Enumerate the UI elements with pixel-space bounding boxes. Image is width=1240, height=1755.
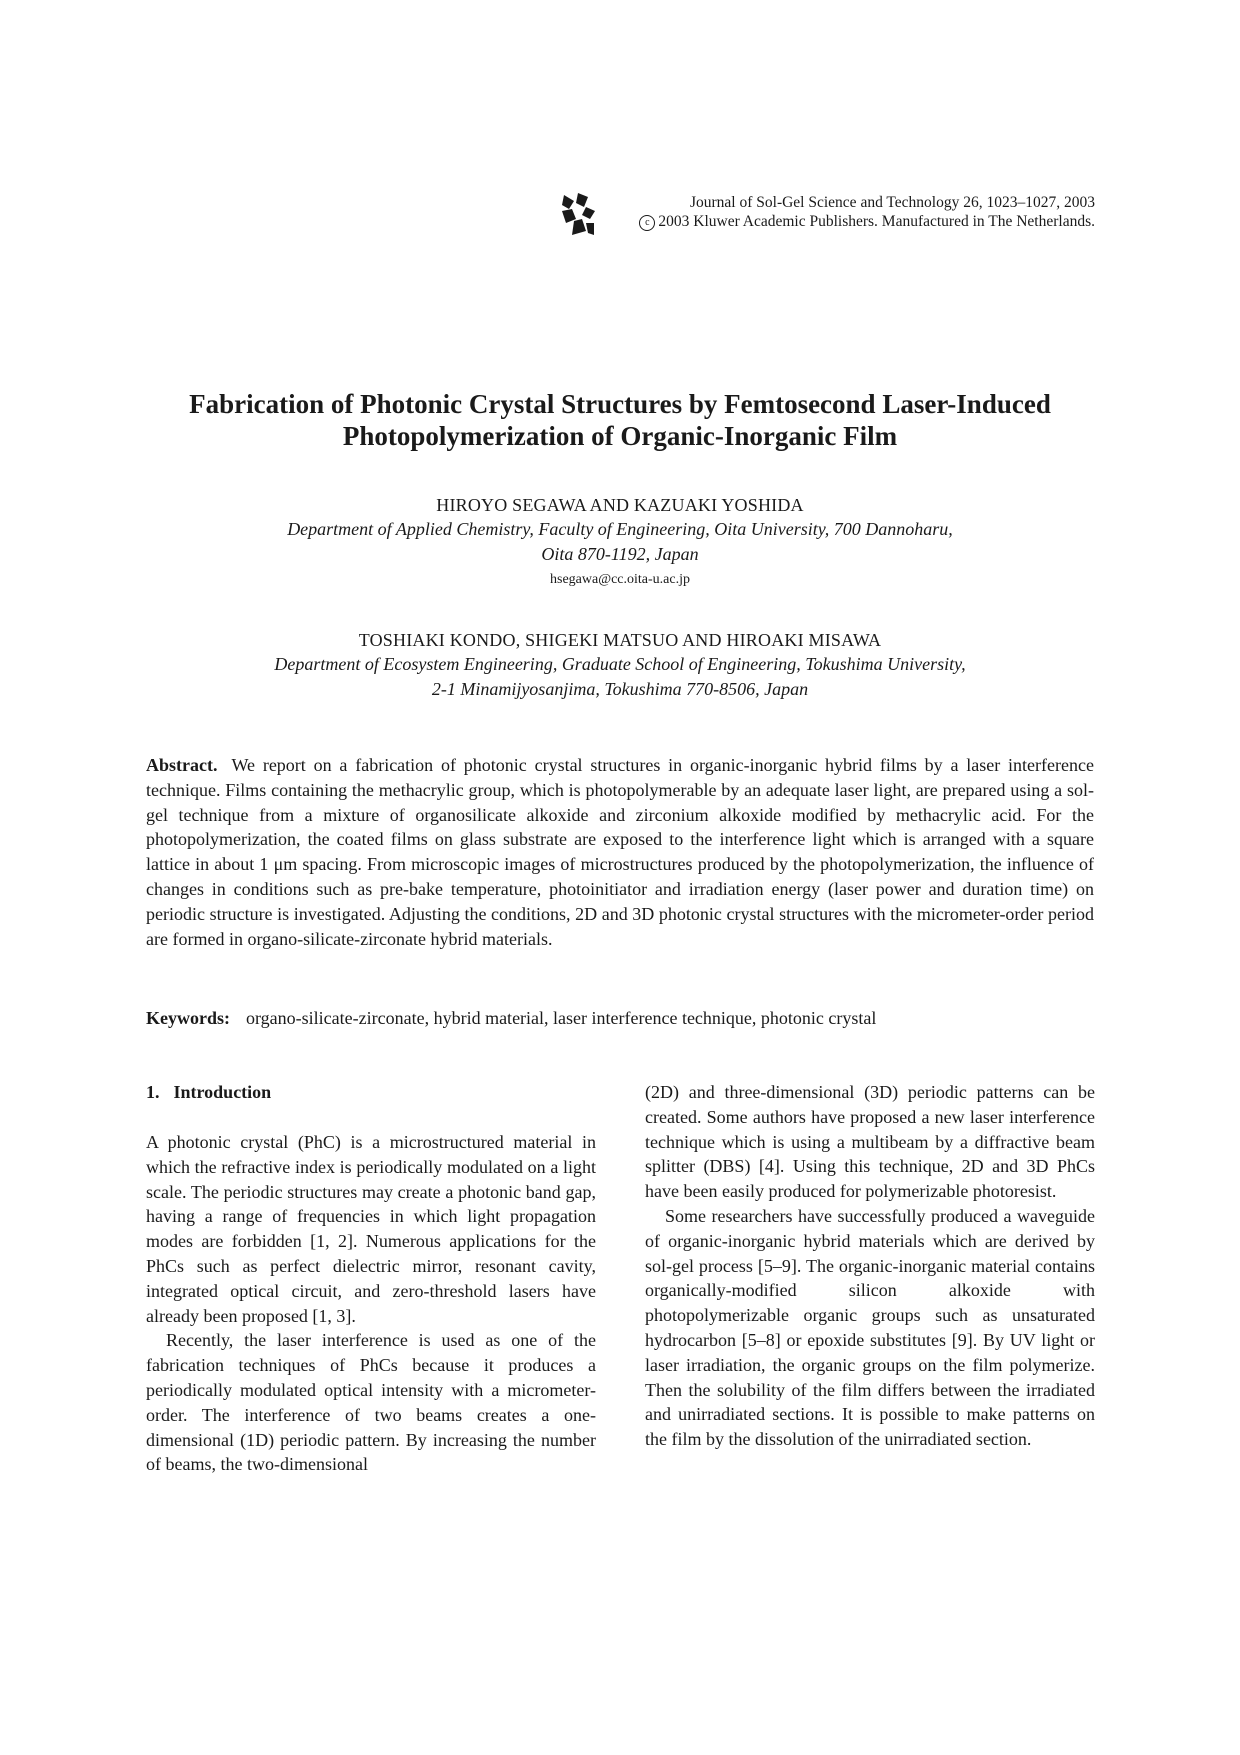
title-line-2: Photopolymerization of Organic-Inorganic Film [342,421,898,451]
kluwer-logo-icon [560,193,596,237]
keywords-text: organo-silicate-zirconate, hybrid material, laser interference technique, photonic crystal [246,1008,877,1028]
keywords-label: Keywords: [146,1008,230,1028]
journal-citation [639,193,1095,231]
author-group-2 [146,628,1094,702]
left-column [146,1080,596,1477]
copyright-icon: c [639,215,655,231]
copyright-line [639,212,1095,231]
author-email: hsegawa@cc.oita-u.ac.jp [550,572,690,587]
affiliation-2-line-2: 2-1 Minamijyosanjima, Tokushima 770-8506, Japan [431,679,809,699]
right-column [645,1080,1095,1452]
section-heading-introduction [146,1080,596,1104]
copyright-text: 2003 Kluwer Academic Publishers. Manufactured in The Netherlands. [658,213,1095,230]
intro-paragraph-3: (2D) and three-dimensional (3D) periodic patterns can be created. Some authors have proposed a new laser interference technique which is using a multibeam by a diffractive beam splitter (DBS) [4]. Using this technique, 2D and 3D PhCs have been easily produced for polymerizable photoresist. [645,1082,1095,1202]
affiliation-1-line-1: Department of Applied Chemistry, Faculty of Engineering, Oita University, 700 Dannoharu, [287,519,953,539]
section-title: Introduction [173,1082,272,1102]
title-line-1: Fabrication of Photonic Crystal Structures by Femtosecond Laser-Induced [189,389,1051,419]
affiliation-1-line-2: Oita 870-1192, Japan [541,544,699,564]
abstract-text: We report on a fabrication of photonic crystal structures in organic-inorganic hybrid films by a laser interference technique. Films containing the methacrylic group, which is photopolymerable by an adequate laser light, are prepared using a sol-gel technique from a mixture of organosilicate alkoxide and zirconium alkoxide modified by methacrylic acid. For the photopolymerization, the coated films on glass substrate are exposed to the interference light which is arranged with a square lattice in about 1 μm spacing. From microscopic images of microstructures produced by the photopolymerization, the influence of changes in conditions such as pre-bake temperature, photoinitiator and irradiation energy (laser power and duration time) on periodic structure is investigated. Adjusting the conditions, 2D and 3D photonic crystal structures with the micrometer-order period are formed in organo-silicate-zirconate hybrid materials. [146,755,1094,949]
author-group-1 [146,493,1094,592]
author-names-2: TOSHIAKI KONDO, SHIGEKI MATSUO AND HIROAKI MISAWA [358,630,882,650]
section-number: 1. [146,1082,160,1102]
abstract-label: Abstract. [146,755,218,775]
abstract [146,753,1094,951]
intro-paragraph-4: Some researchers have successfully produced a waveguide of organic-inorganic hybrid materials which are derived by sol-gel process [5–9]. The organic-inorganic material contains organically-modified silicon alkoxide with photopolymerizable organic groups such as unsaturated hydrocarbon [5–8] or epoxide substitutes [9]. By UV light or laser irradiation, the organic groups on the film polymerize. Then the solubility of the film differs between the irradiated and unirradiated sections. It is possible to make patterns on the film by the dissolution of the unirradiated section. [645,1205,1095,1450]
affiliation-2-line-1: Department of Ecosystem Engineering, Graduate School of Engineering, Tokushima University, [274,654,966,674]
paper-title [146,388,1094,452]
intro-paragraph-1: A photonic crystal (PhC) is a microstructured material in which the refractive index is periodically modulated on a light scale. The periodic structures may create a photonic band gap, having a range of frequencies in which light propagation modes are forbidden [1, 2]. Numerous applications for the PhCs such as perfect dielectric mirror, resonant cavity, integrated optical circuit, and zero-threshold lasers have already been proposed [1, 3]. [146,1132,596,1326]
keywords [146,1006,1094,1030]
intro-paragraph-2: Recently, the laser interference is used as one of the fabrication techniques of PhCs because it produces a periodically modulated optical intensity with a micrometer-order. The interference of two beams creates a one-dimensional (1D) periodic pattern. By increasing the number of beams, the two-dimensional [146,1330,596,1475]
journal-line: Journal of Sol-Gel Science and Technology 26, 1023–1027, 2003 [689,194,1095,211]
author-names-1: HIROYO SEGAWA AND KAZUAKI YOSHIDA [436,495,804,515]
